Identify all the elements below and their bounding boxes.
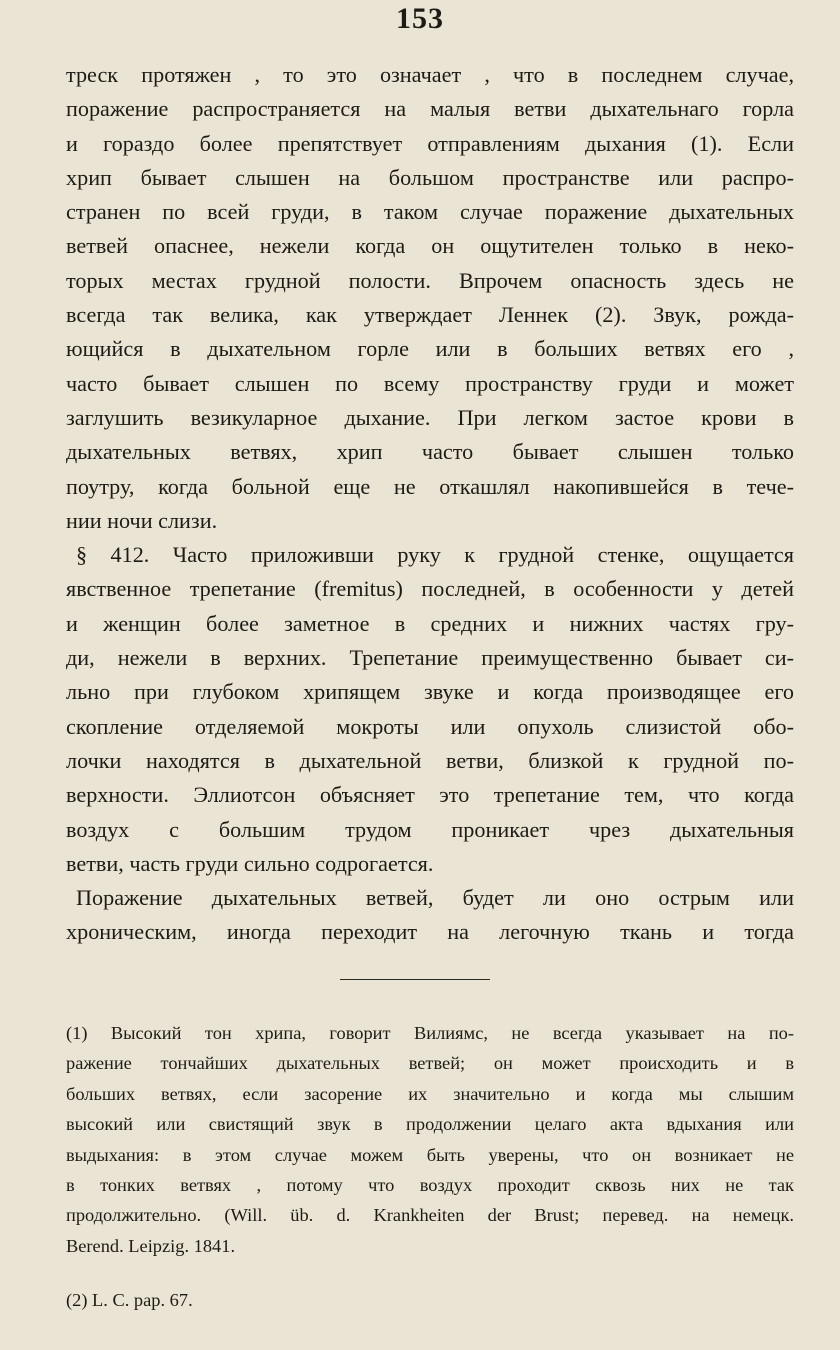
text-line: хроническим, иногда переходит на легочную ткань и тогда bbox=[66, 919, 794, 945]
text-line: поутру, когда больной еще не откашлял накопившейся в тече- bbox=[66, 473, 794, 499]
page-number: 153 bbox=[396, 2, 444, 35]
footnotes bbox=[66, 1018, 794, 1316]
text-line: и женщин более заметное в средних и нижних частях гру- bbox=[66, 610, 794, 636]
text-line: льно при глубоком хрипящем звуке и когда производящее его bbox=[66, 679, 794, 705]
text-line: ди, нежели в верхних. Трепетание преимущественно бывает си- bbox=[66, 645, 794, 671]
footnote-line: ражение тончайших дыхательных ветвей; он может происходить и в bbox=[66, 1053, 794, 1074]
paragraph-start-line: § 412. Часто приложивши руку к грудной стенке, ощущается bbox=[76, 542, 794, 568]
footnote-line: в тонких ветвях , потому что воздух проходит сквозь них не так bbox=[66, 1174, 794, 1195]
footnote-line: продолжительно. (Will. üb. d. Krankheiten der Brust; перевед. на немецк. bbox=[66, 1205, 794, 1226]
footnote-divider bbox=[340, 979, 490, 980]
text-line: треск протяжен , то это означает , что в последнем случае, bbox=[66, 62, 794, 87]
footnote-line: (2) L. C. pap. 67. bbox=[66, 1290, 193, 1311]
text-line: заглушить везикуларное дыхание. При легком застое крови в bbox=[66, 404, 794, 430]
footnote-line: высокий или свистящий звук в продолжении целаго акта вдыхания или bbox=[66, 1114, 794, 1135]
text-line: торых местах грудной полости. Впрочем опасность здесь не bbox=[66, 267, 794, 293]
text-line: явственное трепетание (fremitus) последней, в особенности у детей bbox=[66, 576, 794, 602]
text-line: ветвей опаснее, нежели когда он ощутителен только в неко- bbox=[66, 233, 794, 259]
text-line: воздух с большим трудом проникает чрез дыхательныя bbox=[66, 816, 794, 842]
text-line: часто бывает слышен по всему пространству груди и может bbox=[66, 370, 794, 396]
footnote-line: больших ветвях, если засорение их значительно и когда мы слышим bbox=[66, 1083, 794, 1104]
text-line: поражение распространяется на малыя ветви дыхательнаго горла bbox=[66, 96, 794, 122]
text-line: всегда так велика, как утверждает Леннек (2). Звук, рожда- bbox=[66, 302, 794, 328]
text-line: нии ночи слизи. bbox=[66, 507, 218, 533]
footnote-line: Berend. Leipzig. 1841. bbox=[66, 1235, 236, 1256]
paragraph-start-line: Поражение дыхательных ветвей, будет ли оно острым или bbox=[76, 885, 794, 911]
body-text bbox=[66, 58, 794, 950]
text-line: странен по всей груди, в таком случае поражение дыхательных bbox=[66, 199, 794, 225]
text-line: хрип бывает слышен на большом пространстве или распро- bbox=[66, 164, 794, 190]
text-line: и гораздо более препятствует отправлениям дыхания (1). Если bbox=[66, 130, 794, 156]
text-line: ветви, часть груди сильно содрогается. bbox=[66, 850, 434, 876]
text-line: верхности. Эллиотсон объясняет это трепетание тем, что когда bbox=[66, 782, 794, 808]
text-line: ющийся в дыхательном горле или в больших ветвях его , bbox=[66, 336, 794, 362]
text-line: скопление отделяемой мокроты или опухоль слизистой обо- bbox=[66, 713, 794, 739]
text-line: дыхательных ветвях, хрип часто бывает слышен только bbox=[66, 439, 794, 465]
text-line: лочки находятся в дыхательной ветви, близкой к грудной по- bbox=[66, 747, 794, 773]
footnote-line: (1) Высокий тон хрипа, говорит Вилиямс, не всегда указывает на по- bbox=[66, 1023, 794, 1043]
footnote-line: выдыхания: в этом случае можем быть уверены, что он возникает не bbox=[66, 1144, 794, 1165]
